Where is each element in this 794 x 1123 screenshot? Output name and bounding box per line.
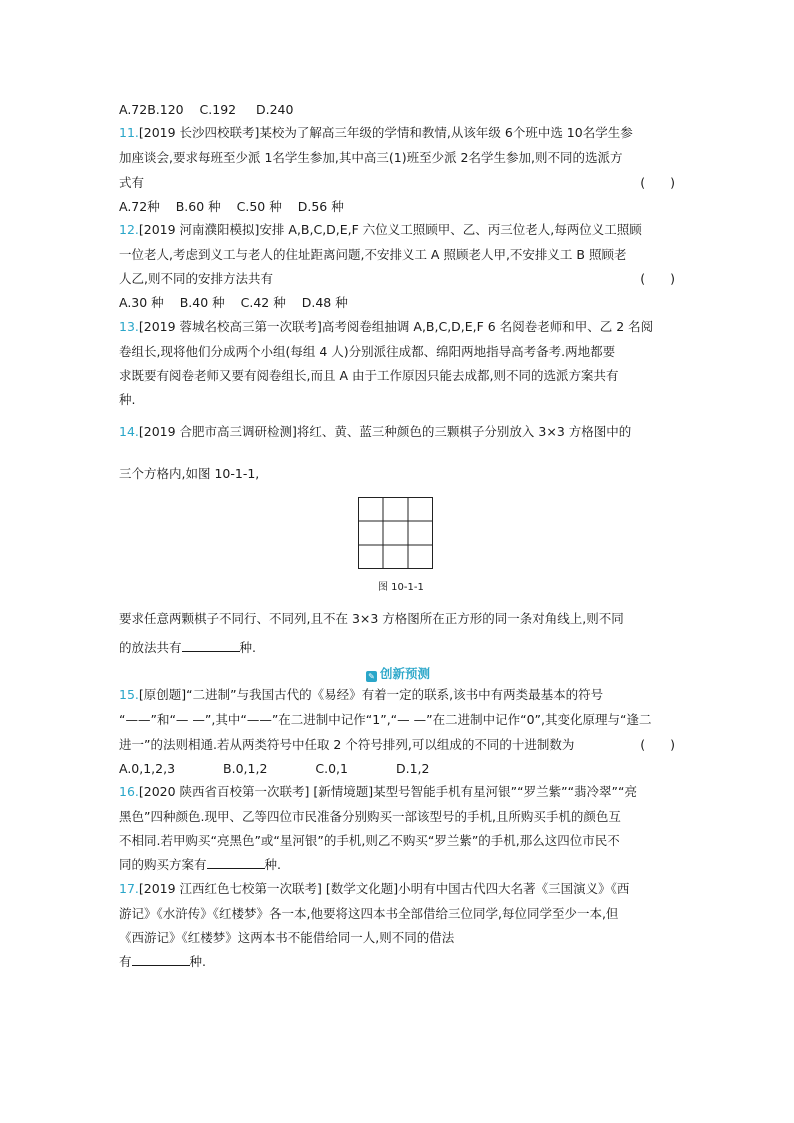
q14-text2: 三个方格内,如图 10-1-1, xyxy=(119,466,260,481)
q15-text2: “——”和“— —”,其中“——”在二进制中记作“1”,“— —”在二进制中记作“0”,其变化原理与“逢二 xyxy=(119,712,652,727)
q17-line2 xyxy=(119,905,618,923)
q13-line4 xyxy=(119,391,135,409)
q15-line2 xyxy=(119,711,651,729)
q16-line4 xyxy=(119,856,281,874)
q17-number: 17. xyxy=(119,881,139,896)
q11-text2: 加座谈会,要求每班至少派 1名学生参加,其中高三(1)班至少派 2名学生参加,则不同的选派方 xyxy=(119,150,623,165)
q16-text3: 不相同.若甲购买“亮黑色”或“星河银”的手机,则乙不购买“罗兰紫”的手机,那么这四位市民不 xyxy=(119,833,620,848)
q17-text1: [2019 江西红色七校第一次联考] [数学文化题]小明有中国古代四大名著《三国演义》《西 xyxy=(138,881,630,896)
q12-option-a: A.30 种 xyxy=(119,295,164,310)
q12-text3: 人乙,则不同的安排方法共有 xyxy=(119,271,273,286)
q13-text2: 卷组长,现将他们分成两个小组(每组 4 人)分别派往成都、绵阳两地指导高考备考.两地都要 xyxy=(119,344,616,359)
q17-line4 xyxy=(119,953,206,971)
q12-option-c: C.42 种 xyxy=(240,295,286,310)
grid-figure-svg xyxy=(358,497,433,569)
q16-line2 xyxy=(119,808,621,826)
q17-line3 xyxy=(119,929,454,947)
q17-text3: 《西游记》《红楼梦》这两本书不能借给同一人,则不同的借法 xyxy=(119,930,455,945)
q15-options xyxy=(119,760,477,778)
q13-line1 xyxy=(119,318,653,336)
q15-answer-bracket: ( ) xyxy=(640,737,675,752)
section-title: 创新预测 xyxy=(380,666,431,681)
q15-option-c: C.0,1 xyxy=(315,761,348,776)
q10-option-d: D.240 xyxy=(255,102,294,117)
q11-line1 xyxy=(119,124,633,142)
figure-caption: 图 10-1-1 xyxy=(378,582,424,593)
q12-line1 xyxy=(119,221,642,239)
q11-line2 xyxy=(119,149,622,167)
q14-line3 xyxy=(119,610,624,628)
q11-option-b: B.60 种 xyxy=(175,199,221,214)
q17-text2: 游记》《水浒传》《红楼梦》各一本,他要将这四本书全部借给三位同学,每位同学至少一本,但 xyxy=(119,906,619,921)
q17-text4: 有 xyxy=(119,954,132,969)
q16-line3 xyxy=(119,832,620,850)
q12-answer-bracket: ( ) xyxy=(640,271,675,286)
q14-text1: [2019 合肥市高三调研检测]将红、黄、蓝三种颜色的三颗棋子分别放入 3×3 方格图中的 xyxy=(138,424,632,439)
q16-line1 xyxy=(119,783,637,801)
q11-number: 11. xyxy=(119,125,139,140)
q15-number: 15. xyxy=(119,687,139,702)
q15-text3: 进一”的法则相通.若从两类符号中任取 2 个符号排列,可以组成的不同的十进制数为 xyxy=(119,737,575,752)
grid-figure-3x3 xyxy=(358,497,433,569)
section-heading xyxy=(366,664,430,682)
q14-line2 xyxy=(119,465,259,483)
q15-option-b: B.0,1,2 xyxy=(223,761,268,776)
q11-option-c: C.50 种 xyxy=(236,199,282,214)
q15-option-a: A.0,1,2,3 xyxy=(119,761,176,776)
q16-text4-end: 种. xyxy=(264,857,281,872)
q12-line3 xyxy=(119,270,675,288)
q11-options xyxy=(119,198,360,216)
q12-option-b: B.40 种 xyxy=(179,295,225,310)
q14-line1 xyxy=(119,423,631,441)
q13-line3 xyxy=(119,367,618,385)
q17-answer-blank[interactable] xyxy=(132,953,190,966)
q12-number: 12. xyxy=(119,222,139,237)
q13-text3: 求既要有阅卷老师又要有阅卷组长,而且 A 由于工作原因只能去成都,则不同的选派方案共有 xyxy=(119,368,619,383)
q12-option-d: D.48 种 xyxy=(301,295,348,310)
q14-text4-end: 种. xyxy=(239,640,256,655)
q13-line2 xyxy=(119,343,615,361)
q10-option-a: A.72 xyxy=(119,102,148,117)
q10-option-c: C.192 xyxy=(199,102,237,117)
q10-option-b: B.120 xyxy=(147,102,184,117)
q12-text1: [2019 河南濮阳模拟]安排 A,B,C,D,E,F 六位义工照顾甲、乙、丙三位老人,每两位义工照顾 xyxy=(138,222,642,237)
q14-text4: 的放法共有 xyxy=(119,640,182,655)
q11-text1: [2019 长沙四校联考]某校为了解高三年级的学情和教情,从该年级 6个班中选 10名学生参 xyxy=(138,125,633,140)
q13-number: 13. xyxy=(119,319,139,334)
q13-text4: 种. xyxy=(119,392,136,407)
q14-answer-blank[interactable] xyxy=(182,639,240,652)
q14-line4 xyxy=(119,639,256,657)
q12-line2 xyxy=(119,246,626,264)
q17-line1 xyxy=(119,880,629,898)
q10-options xyxy=(119,101,293,119)
q12-text2: 一位老人,考虑到义工与老人的住址距离问题,不安排义工 A 照顾老人甲,不安排义工 B 照顾老 xyxy=(119,247,627,262)
q16-text1: [2020 陕西省百校第一次联考] [新情境题]某型号智能手机有星河银”“罗兰紫”“翡冷翠”“亮 xyxy=(138,784,638,799)
q13-text1: [2019 蓉城名校高三第一次联考]高考阅卷组抽调 A,B,C,D,E,F 6 名阅卷老师和甲、乙 2 名阅 xyxy=(138,319,654,334)
q15-line3 xyxy=(119,736,675,754)
q16-text4: 同的购买方案有 xyxy=(119,857,207,872)
q16-number: 16. xyxy=(119,784,139,799)
q11-text3: 式有 xyxy=(119,175,145,190)
q16-answer-blank[interactable] xyxy=(207,856,265,869)
q15-option-d: D.1,2 xyxy=(396,761,430,776)
section-badge-icon: ✎ xyxy=(366,671,377,682)
q11-option-a: A.72种 xyxy=(119,199,160,214)
q14-number: 14. xyxy=(119,424,139,439)
q15-text1: [原创题]“二进制”与我国古代的《易经》有着一定的联系,该书中有两类最基本的符号 xyxy=(138,687,604,702)
q15-line1 xyxy=(119,686,603,704)
q11-option-d: D.56 种 xyxy=(297,199,344,214)
q14-text3: 要求任意两颗棋子不同行、不同列,且不在 3×3 方格图所在正方形的同一条对角线上,则不同 xyxy=(119,611,624,626)
q17-text4-end: 种. xyxy=(189,954,206,969)
q11-answer-bracket: ( ) xyxy=(640,175,675,190)
q11-line3 xyxy=(119,174,675,192)
q12-options xyxy=(119,294,364,312)
q16-text2: 黑色”四种颜色.现甲、乙等四位市民准备分别购买一部该型号的手机,且所购买手机的颜色互 xyxy=(119,809,621,824)
